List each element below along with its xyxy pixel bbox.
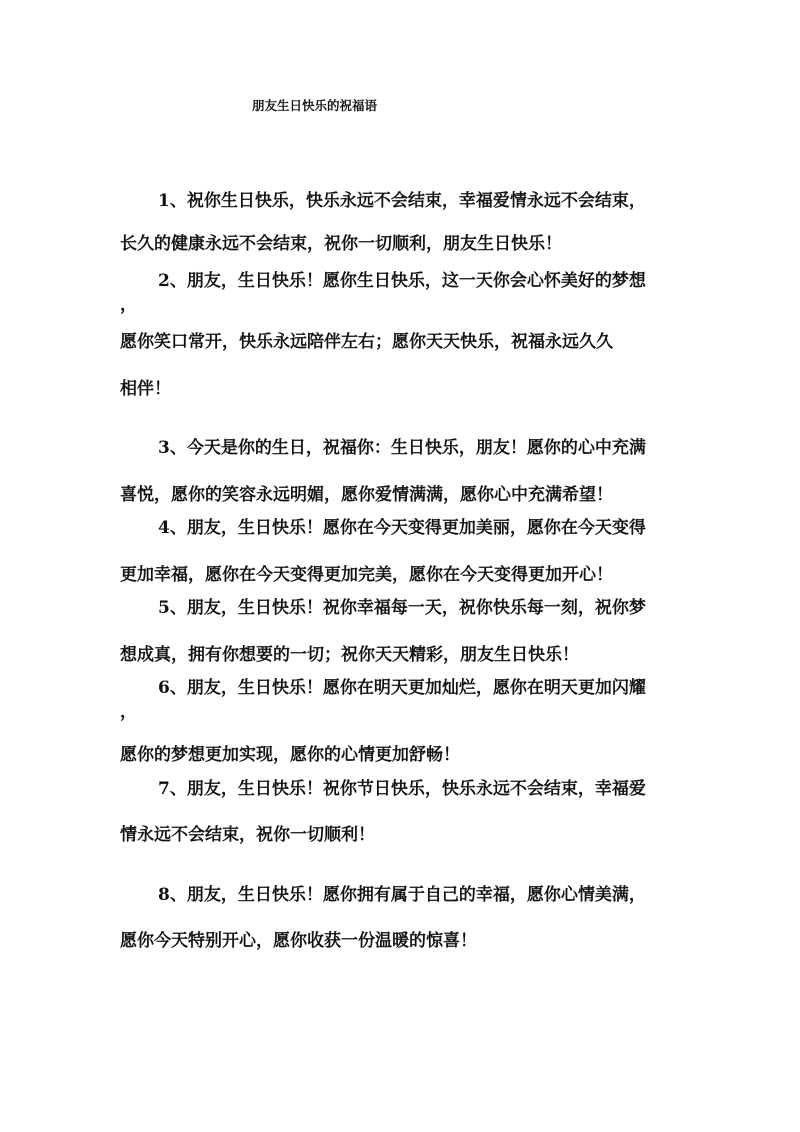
text-line: 4、朋友，生日快乐！愿你在今天变得更加美丽，愿你在今天变得 [158, 518, 646, 538]
text-line: 愿你的梦想更加实现，愿你的心情更加舒畅！ [120, 745, 460, 765]
text-line: 7、朋友，生日快乐！祝你节日快乐，快乐永远不会结束，幸福爱 [158, 779, 646, 799]
text-line: 5、朋友，生日快乐！祝你幸福每一天，祝你快乐每一刻，祝你梦 [158, 598, 646, 618]
text-line: 喜悦，愿你的笑容永远明媚，愿你爱情满满，愿你心中充满希望！ [120, 485, 613, 505]
text-line: 相伴！ [120, 379, 171, 399]
text-line: 更加幸福，愿你在今天变得更加完美，愿你在今天变得更加开心！ [120, 565, 613, 585]
document-title: 朋友生日快乐的祝福语 [252, 98, 378, 113]
text-line: 愿你笑口常开，快乐永远陪伴左右；愿你天天快乐，祝福永远久久 [120, 332, 613, 352]
text-line: ， [120, 295, 137, 315]
text-line: 想成真，拥有你想要的一切；祝你天天精彩，朋友生日快乐！ [120, 645, 579, 665]
text-line: 3、今天是你的生日，祝福你：生日快乐，朋友！愿你的心中充满 [158, 438, 646, 458]
text-line: 6、朋友，生日快乐！愿你在明天更加灿烂，愿你在明天更加闪耀 [158, 678, 646, 698]
text-line: 愿你今天特别开心，愿你收获一份温暖的惊喜！ [120, 931, 477, 951]
text-line: 2、朋友，生日快乐！愿你生日快乐，这一天你会心怀美好的梦想 [158, 271, 646, 291]
text-line: 8、朋友，生日快乐！愿你拥有属于自己的幸福，愿你心情美满， [158, 885, 646, 905]
text-line: 1、祝你生日快乐，快乐永远不会结束，幸福爱情永远不会结束， [158, 191, 646, 211]
text-line: ， [120, 702, 137, 722]
text-line: 情永远不会结束，祝你一切顺利！ [120, 825, 375, 845]
text-line: 长久的健康永远不会结束，祝你一切顺利，朋友生日快乐！ [120, 234, 562, 254]
